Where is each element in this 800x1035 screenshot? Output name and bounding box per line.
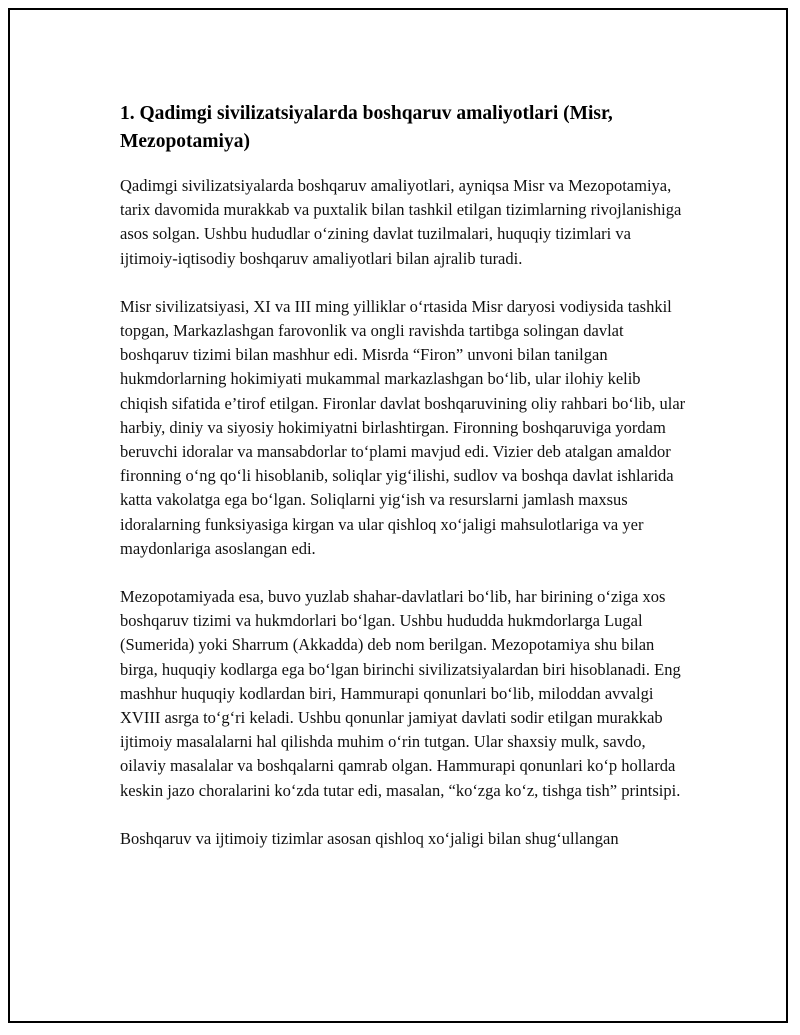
- document-body: [120, 100, 692, 875]
- page-frame: [8, 8, 788, 1023]
- paragraph-intro: Qadimgi sivilizatsiyalarda boshqaruv amaliyotlari, ayniqsa Misr va Mezopotamiya, tarix davomida murakkab va puxtalik bilan tashkil etilgan tizimlarning rivojlanishiga asos solgan. Ushbu hududlar o‘zining davlat tuzilmalari, huquqiy tizimlari va ijtimoiy-iqtisodiy boshqaruv amaliyotlari bilan ajralib turadi.: [120, 176, 682, 268]
- paragraph-egypt: Misr sivilizatsiyasi, XI va III ming yilliklar o‘rtasida Misr daryosi vodiysida tashkil topgan, Markazlashgan farovonlik va ongli ravishda tartibga solingan davlat boshqaruv tizimi bilan mashhur edi. Misrda “Firon” unvoni bilan tanilgan hukmdorlarning hokimiyati mukammal markazlashgan bo‘lib, ular ilohiy kelib chiqish sifatida e’tirof etilgan. Fironlar davlat boshqaruvining oliy rahbari bo‘lib, ular harbiy, diniy va siyosiy hokimiyatni birlashtirgan. Fironning boshqaruviga yordam beruvchi idoralar va mansabdorlar to‘plami mavjud edi. Vizier deb atalgan amaldor fironning o‘ng qo‘li hisoblanib, soliqlar yig‘ilishi, sudlov va boshqa davlat ishlarida katta vakolatga ega bo‘lgan. Soliqlarni yig‘ish va resurslarni jamlash maxsus idoralarning funksiyasiga kirgan va ular qishloq xo‘jaligi mahsulotlariga va yer maydonlariga asoslangan edi.: [120, 296, 686, 558]
- paragraph-governance: Boshqaruv va ijtimoiy tizimlar asosan qishloq xo‘jaligi bilan shug‘ullangan: [120, 828, 619, 848]
- section-heading: 1. Qadimgi sivilizatsiyalarda boshqaruv amaliyotlari (Misr, Mezopotamiya): [120, 103, 613, 152]
- paragraph-mesopotamia: Mezopotamiyada esa, buvo yuzlab shahar-davlatlari bo‘lib, har birining o‘ziga xos boshqaruv tizimi va hukmdorlari bo‘lgan. Ushbu hududda hukmdorlarga Lugal (Sumerida) yoki Sharrum (Akkadda) deb nom berilgan. Mezopotamiya shu bilan birga, huquqiy kodlarga ega bo‘lgan birinchi sivilizatsiyalardan biri hisoblanadi. Eng mashhur huquqiy kodlardan biri, Hammurapi qonunlari bo‘lib, miloddan avvalgi XVIII asrga to‘g‘ri keladi. Ushbu qonunlar jamiyat davlati sodir etilgan murakkab ijtimoiy masalalarni hal qilishda muhim o‘rin tutgan. Ular shaxsiy mulk, savdo, oilaviy masalalar va boshqalarni qamrab olgan. Hammurapi qonunlari ko‘p hollarda keskin jazo choralarini ko‘zda tutar edi, masalan, “ko‘zga ko‘z, tishga tish” printsipi.: [120, 587, 681, 800]
